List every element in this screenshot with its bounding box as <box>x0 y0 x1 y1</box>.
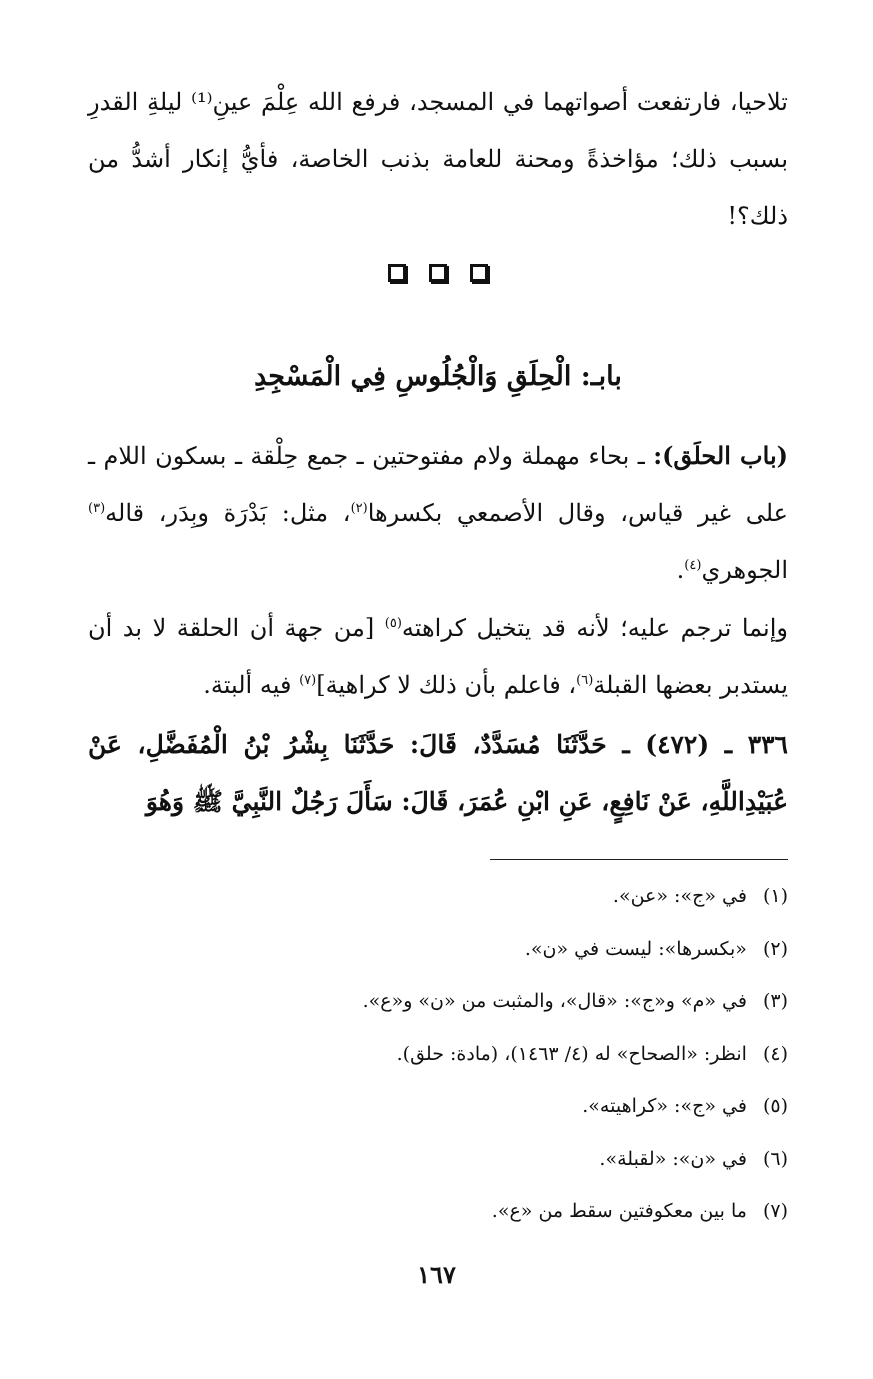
paragraph-text: ، مثل: بَدْرَة وبِدَر، قاله <box>105 499 351 527</box>
square-ornament-icon <box>470 264 488 282</box>
footnote-ref[interactable]: (٤) <box>684 558 702 573</box>
paragraph-text: . <box>676 556 685 584</box>
section-divider-ornament <box>388 264 488 282</box>
footnote-item <box>88 923 788 976</box>
footnote-number: (٤) <box>762 1042 788 1065</box>
paragraph-heading: (باب الحلَق): <box>653 441 788 470</box>
hadith-isnad: ٣٣٦ ـ (٤٧٢) ـ حَدَّثَنَا مُسَدَّدٌ، قَالَ: حَدَّثَنَا بِشْرُ بْنُ الْمُفَضَّلِ، عَنْ عُبَيْدِاللَّهِ، عَنْ نَافِعٍ، عَنِ ابْنِ عُمَرَ، قَالَ: سَأَلَ رَجُلٌ النَّبِيَّ ﷺ وَهُوَ <box>88 730 788 816</box>
footnote-number: (٥) <box>762 1095 788 1117</box>
footnote-text: «بكسرها»: ليست في «ن». <box>524 937 747 960</box>
footnote-text: انظر: «الصحاح» له (٤/ ١٤٦٣)، (مادة: حلق). <box>396 1042 747 1065</box>
square-ornament-icon <box>388 264 406 282</box>
footnote-number: (٣) <box>762 990 788 1012</box>
paragraph-continuation <box>88 74 788 245</box>
footnote-item <box>88 1185 788 1238</box>
footnote-text: في «ج»: «عن». <box>612 885 747 907</box>
footnote-ref[interactable]: (٢) <box>350 501 368 516</box>
paragraph-text: الجوهري <box>701 556 788 584</box>
footnote-ref[interactable]: (٧) <box>299 673 317 688</box>
footnote-item <box>88 1028 788 1081</box>
chapter-title: بابـ: الْحِلَقِ وَالْجُلُوسِ فِي الْمَسْجِدِ <box>254 361 622 392</box>
footnote-ref[interactable]: (٣) <box>88 501 106 516</box>
paragraph-text: [من جهة أن الحلقة لا بد أن يستدبر بعضها القبلة <box>88 614 788 699</box>
footnote-item <box>88 975 788 1028</box>
footnote-item <box>88 870 788 923</box>
page-number: ١٦٧ <box>417 1260 456 1289</box>
square-ornament-icon <box>429 264 447 282</box>
footnote-text: في «م» و«ج»: «قال»، والمثبت من «ن» و«ع». <box>362 990 747 1012</box>
footnote-text: في «ج»: «كراهيته». <box>582 1095 747 1117</box>
paragraph-text: ـ بحاء مهملة ولام مفتوحتين ـ جمع حِلْقة ـ بسكون اللام ـ على غير قياس، وقال الأصمعي بكسرها <box>88 442 789 527</box>
paragraph-text: فيه ألبتة. <box>203 671 300 699</box>
paragraph-bab-commentary <box>88 427 788 599</box>
footnote-item <box>88 1133 788 1186</box>
footnote-ref[interactable]: (٥) <box>384 616 402 631</box>
footnotes-list <box>88 870 788 1238</box>
paragraph-explanation <box>88 600 788 714</box>
paragraph-text: تلاحيا، فارتفعت أصواتهما في المسجد، فرفع الله عِلْمَ عينِ⁽¹⁾ ليلةِ القدرِ بسبب ذلك؛ مؤاخذةً ومحنة للعامة بذنب الخاصة، فأيُّ إنكار أشدُّ من ذلك؟! <box>88 88 788 230</box>
paragraph-text: وإنما ترجم عليه؛ لأنه قد يتخيل كراهته <box>401 614 788 642</box>
footnote-number: (٧) <box>762 1200 788 1222</box>
footnote-text: ما بين معكوفتين سقط من «ع». <box>491 1200 747 1222</box>
footnote-number: (٦) <box>762 1147 788 1170</box>
footnote-number: (٢) <box>762 937 788 960</box>
footnote-item <box>88 1080 788 1133</box>
footnote-separator <box>490 859 788 860</box>
footnote-ref[interactable]: (٦) <box>576 673 594 688</box>
paragraph-text: ، فاعلم بأن ذلك لا كراهية] <box>316 671 577 699</box>
footnote-number: (١) <box>762 885 788 907</box>
footnote-text: في «ن»: «لقبلة». <box>599 1147 747 1170</box>
hadith-text <box>88 716 788 830</box>
